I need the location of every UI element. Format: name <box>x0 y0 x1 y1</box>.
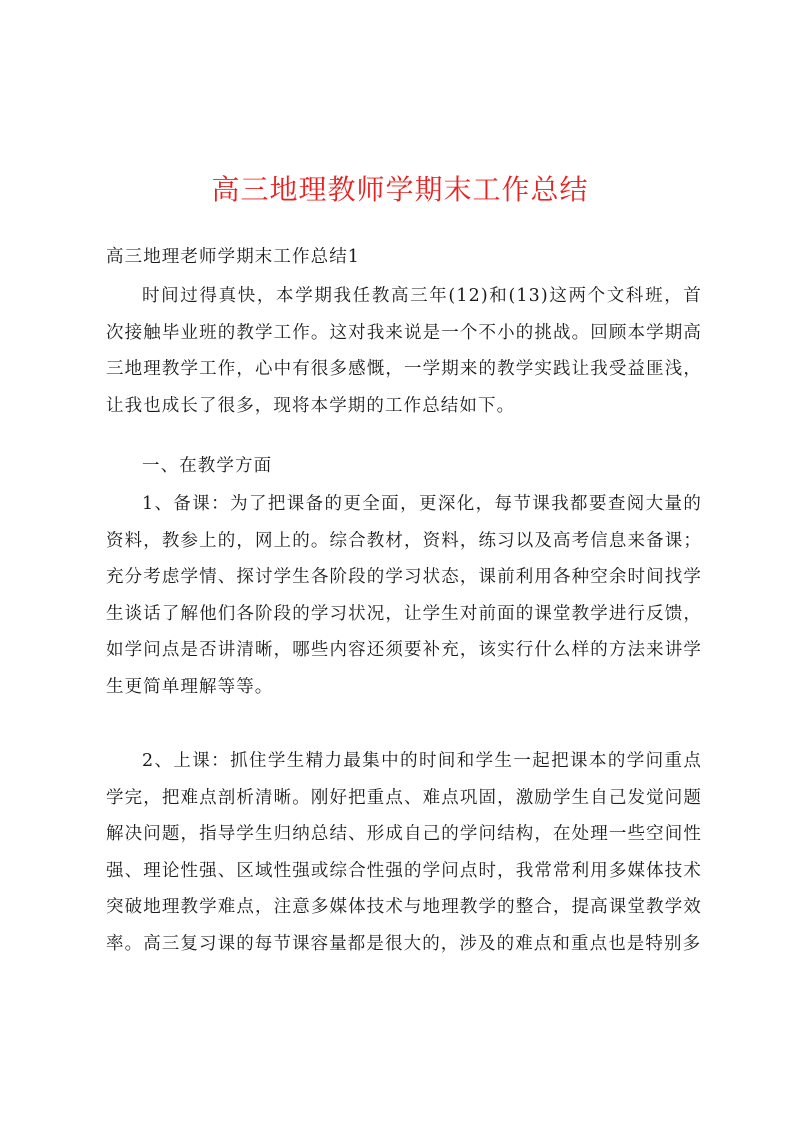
section-heading-teaching: 一、在教学方面 <box>142 456 273 476</box>
paragraph-intro: 时间过得真快，本学期我任教高三年(12)和(13)这两个文科班，首次接触毕业班的教学工作。这对我来说是一个不小的挑战。回顾本学期高三地理教学工作，心中有很多感慨，一学期来的教学实践让我受益匪浅，让我也成长了很多，现将本学期的工作总结如下。 <box>106 286 702 416</box>
paragraph-class-teaching: 2、上课：抓住学生精力最集中的时间和学生一起把课本的学问重点学完，把难点剖析清晰。刚好把重点、难点巩固，激励学生自己发觉问题解决问题，指导学生归纳总结、形成自己的学问结构，在处理一些空间性强、理论性强、区域性强或综合性强的学问点时，我常常利用多媒体技术突破地理教学难点，注意多媒体技术与地理教学的整合，提高课堂教学效率。高三复习课的每节课容量都是很大的，涉及的难点和重点也是特别多 <box>106 751 702 954</box>
document-title: 高三地理教师学期末工作总结 <box>211 173 589 206</box>
paragraph-lesson-prep: 1、备课：为了把课备的更全面，更深化，每节课我都要查阅大量的资料，教参上的，网上的。综合教材，资料，练习以及高考信息来备课；充分考虑学情、探讨学生各阶段的学习状态，课前利用各种空余时间找学生谈话了解他们各阶段的学习状况，让学生对前面的课堂教学进行反馈，如学问点是否讲清晰，哪些内容还须要补充，该实行什么样的方法来讲学生更简单理解等等。 <box>106 494 702 697</box>
section-subtitle: 高三地理老师学期末工作总结1 <box>106 247 361 267</box>
